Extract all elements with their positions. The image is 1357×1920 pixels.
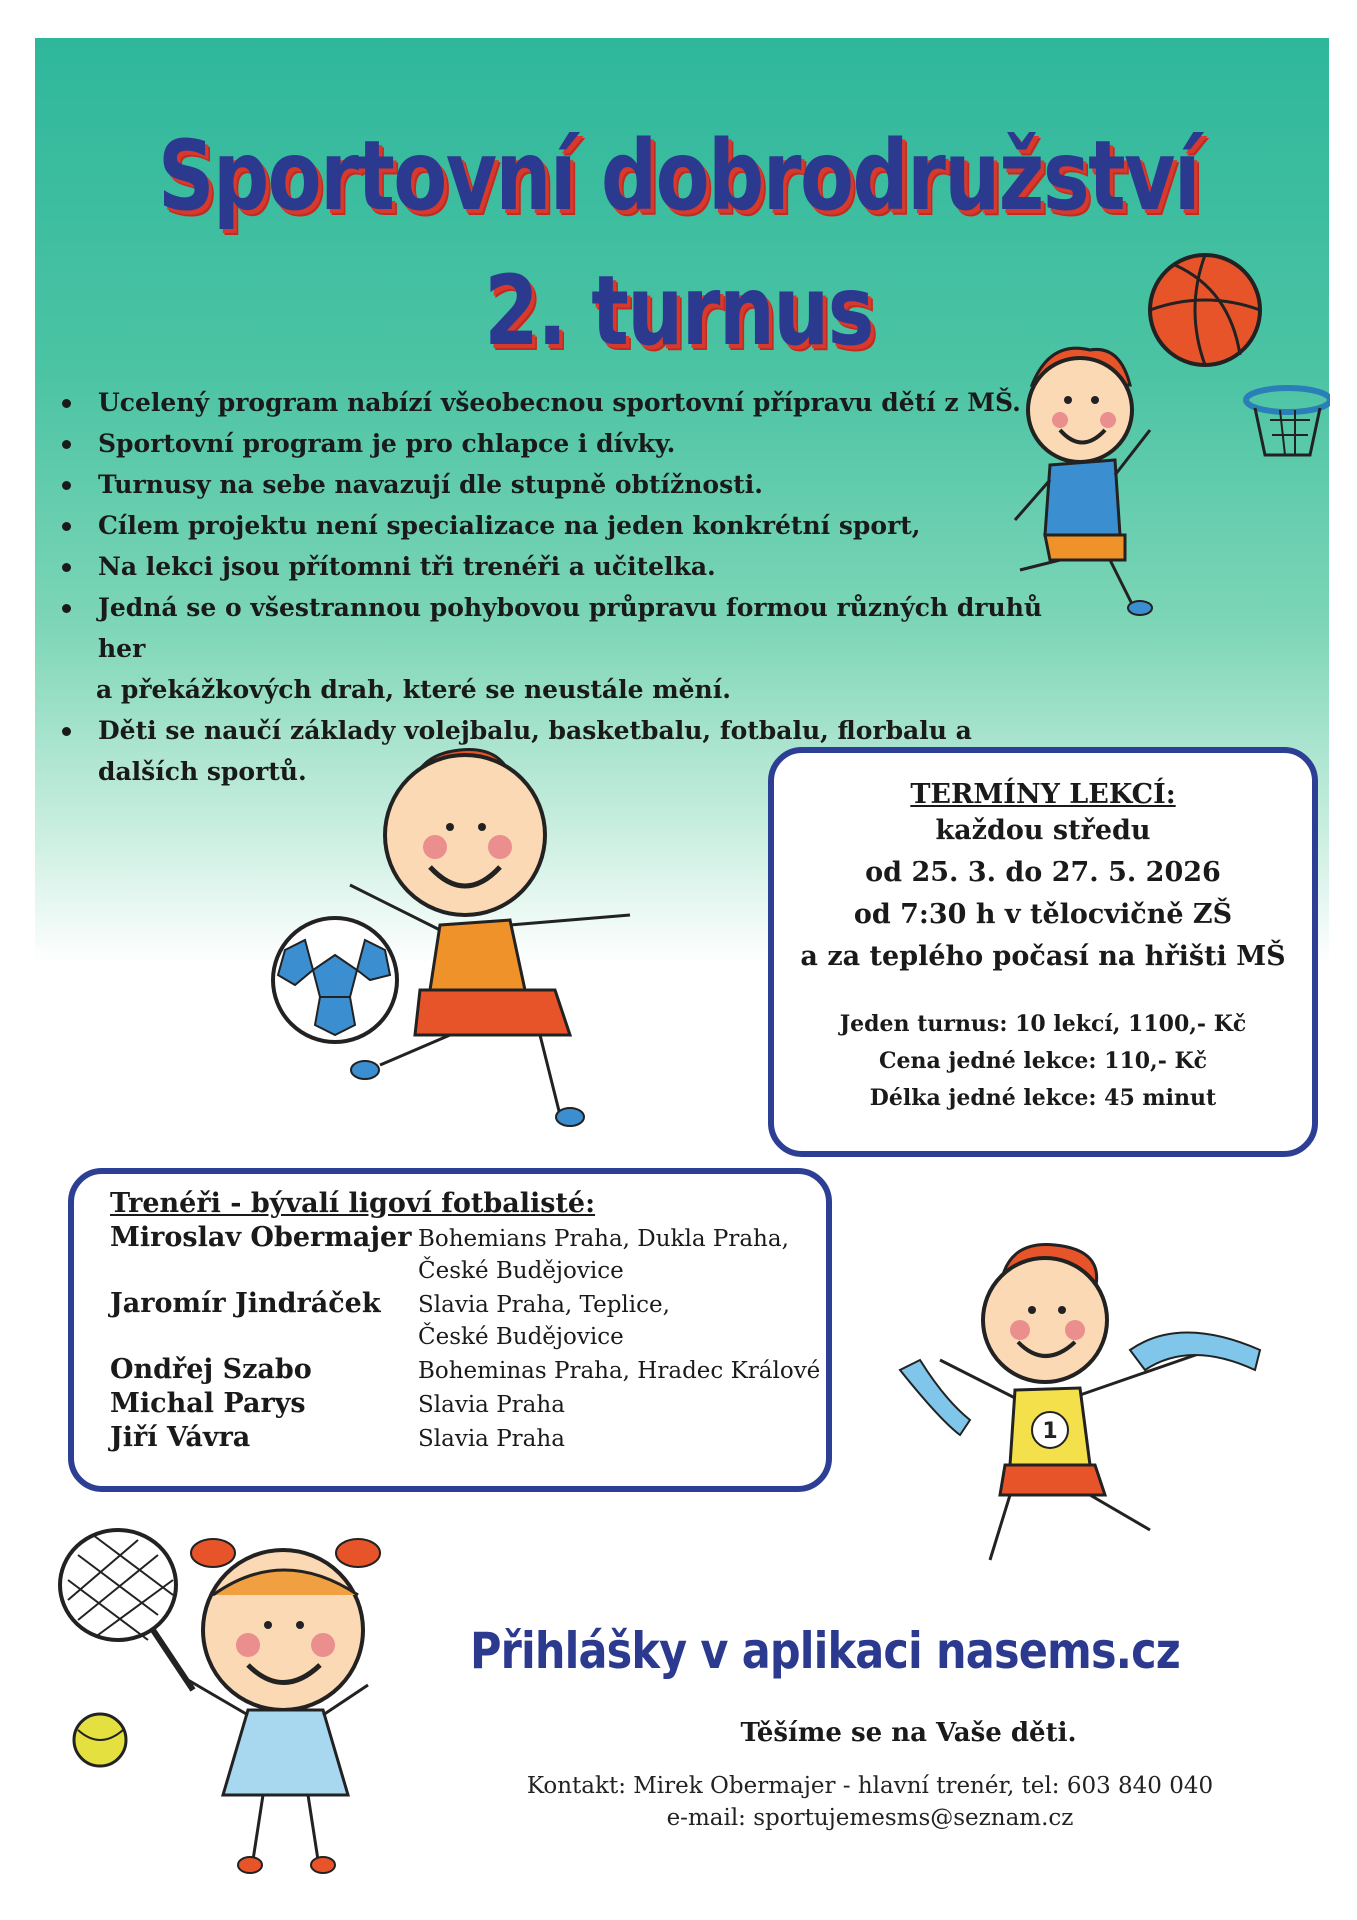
- price-lesson: Cena jedné lekce: 110,- Kč: [878, 1048, 1208, 1074]
- trainer-clubs-line: České Budějovice: [418, 1258, 624, 1284]
- trainer-clubs: [418, 1221, 789, 1287]
- list-item: [58, 546, 1058, 587]
- schedule-box: [768, 747, 1318, 1157]
- bullet-text: Turnusy na sebe navazují dle stupně obtížnosti.: [98, 470, 763, 499]
- runner-number: 1: [1042, 1419, 1058, 1444]
- trainer-clubs-line: Slavia Praha: [418, 1392, 565, 1418]
- tennis-girl-illustration: [38, 1525, 438, 1895]
- bullet-icon: [62, 604, 71, 613]
- signup-headline: Přihlášky v aplikaci nasems.cz: [470, 1622, 1180, 1680]
- bullet-text-continued: a překážkových drah, které se neustále mění.: [96, 675, 731, 704]
- schedule-dates: od 25. 3. do 27. 5. 2026: [865, 857, 1221, 888]
- bullet-icon: [62, 522, 71, 531]
- poster-subtitle: 2. turnus: [484, 255, 873, 367]
- bullet-text: Na lekci jsou přítomni tři trenéři a učitelka.: [98, 552, 716, 581]
- tennis-racket-icon: [60, 1530, 193, 1690]
- schedule-location: a za teplého počasí na hřišti MŠ: [800, 941, 1286, 972]
- trainer-row: [110, 1353, 826, 1387]
- bullet-text: Sportovní program je pro chlapce i dívky.: [98, 429, 676, 458]
- trainer-clubs: [418, 1421, 565, 1455]
- bullet-icon: [62, 563, 71, 572]
- trainer-clubs-line: České Budějovice: [418, 1324, 624, 1350]
- price-turnus: Jeden turnus: 10 lekcí, 1100,- Kč: [839, 1011, 1247, 1037]
- trainer-clubs: [418, 1387, 565, 1421]
- bullet-text: Cílem projektu není specializace na jeden konkrétní sport,: [98, 511, 921, 540]
- lesson-length: Délka jedné lekce: 45 minut: [869, 1085, 1217, 1111]
- trainer-name: Ondřej Szabo: [110, 1354, 312, 1385]
- bullet-icon: [62, 399, 71, 408]
- trainer-row: [110, 1221, 826, 1287]
- schedule-day: každou středu: [935, 815, 1151, 846]
- list-item: [58, 464, 1058, 505]
- trainer-clubs-line: Slavia Praha, Teplice,: [418, 1292, 670, 1318]
- trainer-row: [110, 1287, 826, 1353]
- trainer-row: [110, 1387, 826, 1421]
- schedule-heading: TERMÍNY LEKCÍ:: [910, 779, 1176, 810]
- trainer-clubs-line: Slavia Praha: [418, 1426, 565, 1452]
- bullet-text: Ucelený program nabízí všeobecnou sportovní přípravu dětí z MŠ.: [98, 388, 1021, 417]
- welcome-text: Těšíme se na Vaše děti.: [740, 1718, 1077, 1748]
- list-item: [58, 587, 1058, 710]
- contact-phone: Kontakt: Mirek Obermajer - hlavní trenér, tel: 603 840 040: [526, 1773, 1214, 1799]
- trainer-name: Jaromír Jindráček: [110, 1288, 381, 1319]
- list-item: [58, 423, 1058, 464]
- trainer-clubs-line: Boheminas Praha, Hradec Králové: [418, 1358, 821, 1384]
- info-bullet-list: [58, 382, 1058, 792]
- bullet-icon: [62, 727, 71, 736]
- soccer-kid-illustration: [260, 735, 680, 1135]
- trainer-clubs: [418, 1287, 670, 1353]
- contact-email: e-mail: sportujemesms@seznam.cz: [666, 1805, 1074, 1831]
- basketball-icon: [1150, 255, 1260, 365]
- contact-block: [460, 1770, 1280, 1834]
- runner-kid-illustration: [880, 1230, 1320, 1570]
- poster-title: Sportovní dobrodružství: [157, 120, 1200, 232]
- bullet-text: Děti se naučí základy volejbalu, basketbalu, fotbalu, florbalu a dalších sportů.: [98, 716, 972, 786]
- bullet-icon: [62, 440, 71, 449]
- trainer-clubs: [418, 1353, 820, 1387]
- bullet-text: Jedná se o všestrannou pohybovou průpravu formou různých druhů her: [98, 593, 1043, 663]
- bullet-icon: [62, 481, 71, 490]
- trainers-box: [68, 1168, 832, 1492]
- basketball-hoop-icon: [1246, 388, 1330, 455]
- soccer-ball-icon: [273, 918, 397, 1042]
- trainers-heading: Trenéři - bývalí ligoví fotbalisté:: [110, 1188, 596, 1219]
- list-item: [58, 382, 1058, 423]
- trainer-name: Miroslav Obermajer: [110, 1222, 412, 1253]
- trainer-row: [110, 1421, 826, 1455]
- trainer-name: Jiří Vávra: [110, 1422, 251, 1453]
- trainer-clubs-line: Bohemians Praha, Dukla Praha,: [418, 1226, 789, 1252]
- list-item: [58, 505, 1058, 546]
- trainer-name: Michal Parys: [110, 1388, 306, 1419]
- schedule-time: od 7:30 h v tělocvičně ZŠ: [853, 899, 1233, 930]
